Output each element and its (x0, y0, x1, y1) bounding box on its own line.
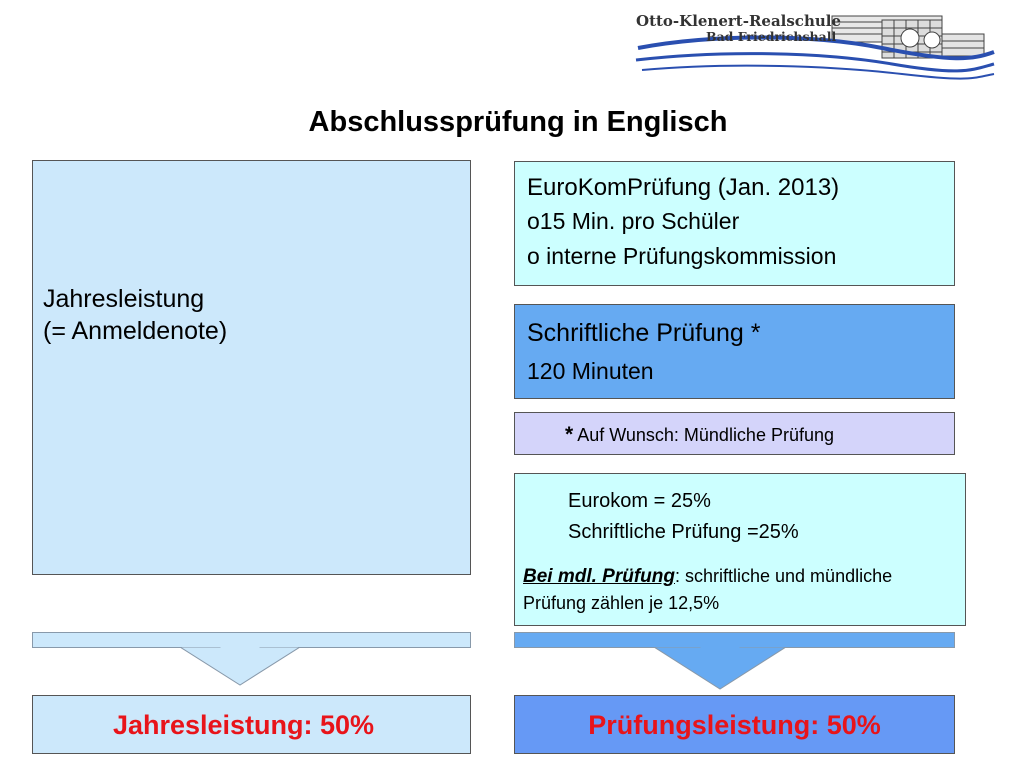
written-exam-title: Schriftliche Prüfung * (527, 319, 761, 347)
written-exam-duration: 120 Minuten (527, 358, 654, 384)
annual-result-box (32, 695, 471, 754)
annual-performance-line-2: (= Anmeldenote) (43, 317, 228, 345)
annual-performance-text (43, 283, 227, 347)
exam-result-box (514, 695, 955, 754)
asterisk-marker: * (565, 423, 574, 446)
annual-performance-line-1: Jahresleistung (43, 285, 205, 313)
eurokom-exam-box (514, 161, 955, 286)
right-summary-bar (514, 632, 955, 648)
eurokom-title: EuroKomPrüfung (Jan. 2013) (527, 174, 840, 201)
oral-exam-note-box (514, 412, 955, 455)
annual-performance-box (32, 160, 471, 575)
down-arrow-right-icon (654, 647, 786, 691)
annual-result-text: Jahresleistung: 50% (112, 710, 375, 740)
left-summary-bar (32, 632, 471, 648)
school-logo (632, 8, 998, 86)
oral-exam-weight-note (523, 563, 943, 616)
down-arrow-left-icon (180, 647, 300, 687)
school-name: Otto-Klenert-Realschule (636, 12, 841, 30)
oral-exam-emphasis: Bei mdl. Prüfung (523, 566, 675, 587)
exam-weights-box (514, 473, 966, 626)
eurokom-weight: Eurokom = 25% (568, 490, 711, 512)
eurokom-committee: o interne Prüfungskommission (527, 243, 837, 269)
exam-result-text: Prüfungsleistung: 50% (588, 710, 881, 740)
oral-exam-note (565, 423, 834, 447)
written-exam-box (514, 304, 955, 399)
eurokom-duration: o15 Min. pro Schüler (527, 208, 740, 234)
school-city: Bad Friedrichshall (706, 29, 837, 44)
written-weight: Schriftliche Prüfung =25% (568, 521, 799, 543)
slide-title: Abschlussprüfung in Englisch (308, 106, 728, 138)
oral-exam-weight-text: : schriftliche und mündliche Prüfung zählen je 12,5% (523, 566, 893, 613)
oral-exam-note-text: Auf Wunsch: Mündliche Prüfung (573, 425, 835, 445)
